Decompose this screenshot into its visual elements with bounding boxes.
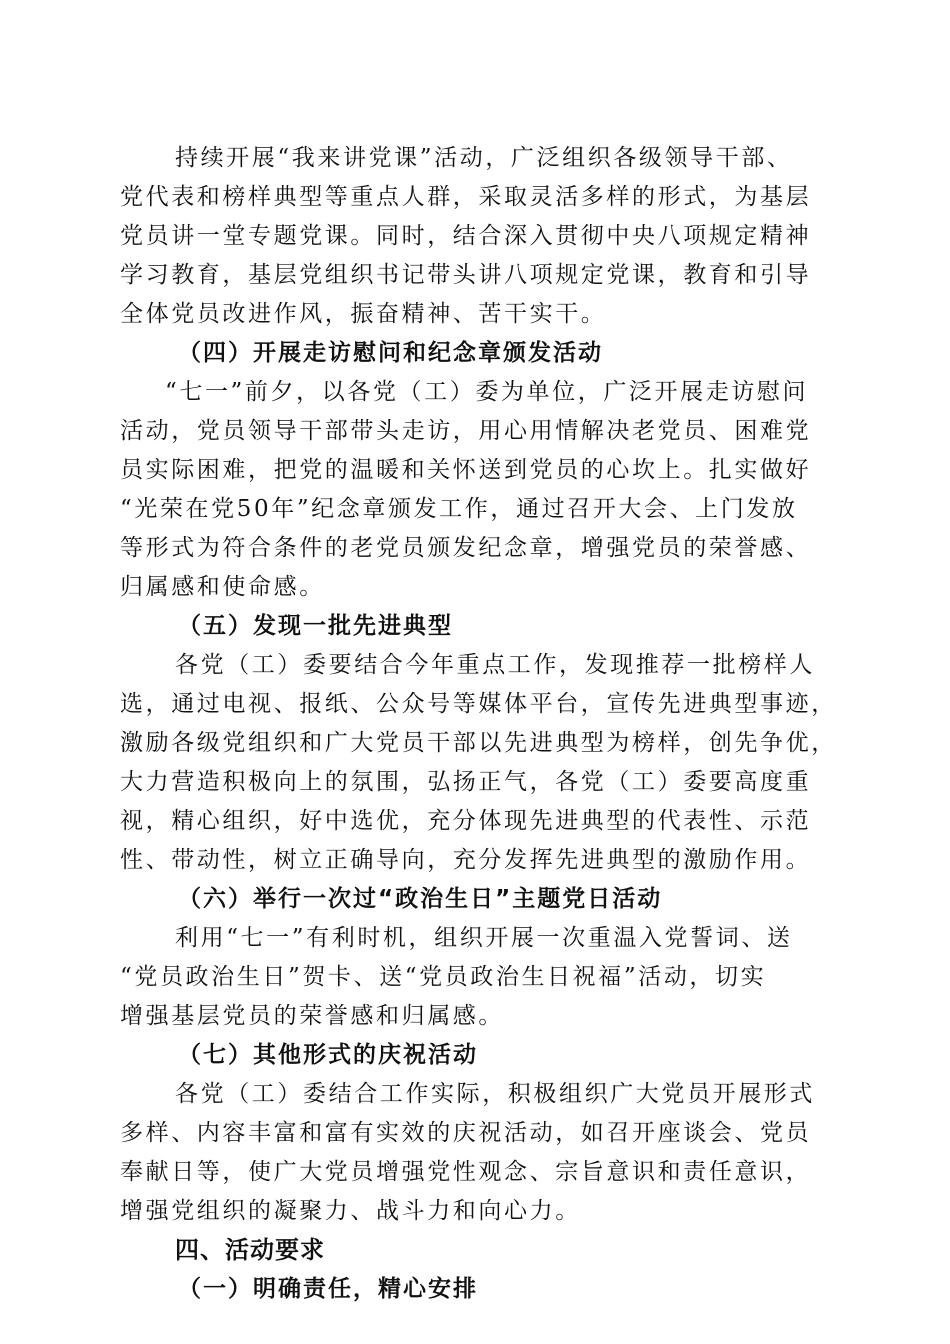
- subheading-6: （六）举行一次过“政治生日”主题党日活动: [178, 886, 663, 912]
- paragraph-line: “党员政治生日”贺卡、送“党员政治生日祝福”活动，切实: [120, 964, 767, 990]
- paragraph-line: 员实际困难，把党的温暖和关怀送到党员的心坎上。扎实做好: [120, 457, 812, 483]
- subheading-4: （四）开展走访慰问和纪念章颁发活动: [178, 340, 603, 366]
- paragraph-line: 党员讲一堂专题党课。同时，结合深入贯彻中央八项规定精神: [120, 223, 812, 249]
- paragraph-line: “光荣在党50年”纪念章颁发工作，通过召开大会、上门发放: [120, 496, 798, 522]
- paragraph-line: 大力营造积极向上的氛围，弘扬正气，各党（工）委要高度重: [120, 769, 812, 795]
- paragraph-line: 激励各级党组织和广大党员干部以先进典型为榜样，创先争优，: [120, 730, 837, 756]
- paragraph-line: 增强党组织的凝聚力、战斗力和向心力。: [120, 1198, 581, 1224]
- paragraph-line: 等形式为符合条件的老党员颁发纪念章，增强党员的荣誉感、: [120, 535, 812, 561]
- paragraph-line: 视，精心组织，好中选优，充分体现先进典型的代表性、示范: [120, 808, 812, 834]
- paragraph-line: 归属感和使命感。: [120, 574, 325, 600]
- paragraph-line: 全体党员改进作风，振奋精神、苦干实干。: [120, 301, 607, 327]
- paragraph-line: “七一”前夕，以各党（工）委为单位，广泛开展走访慰问: [165, 379, 809, 405]
- subheading-5: （五）发现一批先进典型: [178, 613, 453, 639]
- paragraph-line: 奉献日等，使广大党员增强党性观念、宗旨意识和责任意识，: [120, 1159, 812, 1185]
- subheading-7: （七）其他形式的庆祝活动: [178, 1042, 478, 1068]
- paragraph-line: 各党（工）委要结合今年重点工作，发现推荐一批榜样人: [175, 652, 815, 678]
- paragraph-line: 增强基层党员的荣誉感和归属感。: [120, 1003, 504, 1029]
- section-heading-4: 四、活动要求: [175, 1236, 325, 1264]
- paragraph-line: 多样、内容丰富和富有实效的庆祝活动，如召开座谈会、党员: [120, 1120, 812, 1146]
- paragraph-line: 学习教育，基层党组织书记带头讲八项规定党课，教育和引导: [120, 262, 812, 288]
- paragraph-line: 各党（工）委结合工作实际，积极组织广大党员开展形式: [175, 1081, 815, 1107]
- paragraph-line: 党代表和榜样典型等重点人群，采取灵活多样的形式，为基层: [120, 184, 812, 210]
- paragraph-line: 利用“七一”有利时机，组织开展一次重温入党誓词、送: [175, 925, 793, 951]
- paragraph-line: 性、带动性，树立正确导向，充分发挥先进典型的激励作用。: [120, 847, 812, 873]
- paragraph-line: 选，通过电视、报纸、公众号等媒体平台，宣传先进典型事迹，: [120, 691, 837, 717]
- subheading-requirement-1: （一）明确责任，精心安排: [178, 1276, 478, 1302]
- paragraph-line: 活动，党员领导干部带头走访，用心用情解决老党员、困难党: [120, 418, 812, 444]
- paragraph-line: 持续开展“我来讲党课”活动，广泛组织各级领导干部、: [175, 145, 793, 171]
